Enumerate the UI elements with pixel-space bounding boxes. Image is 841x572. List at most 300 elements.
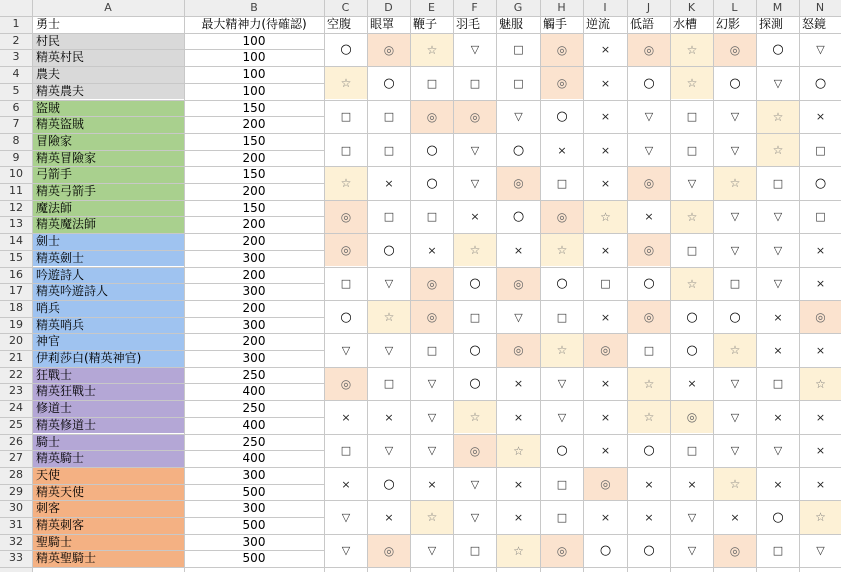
rating-cell-double[interactable]: ◎ — [325, 234, 367, 266]
unit-max-value[interactable]: 400 — [242, 451, 266, 466]
rating-cell-circle[interactable]: ○ — [814, 75, 827, 91]
column-letter[interactable]: N — [815, 1, 825, 14]
rating-cell-cross[interactable]: × — [513, 410, 524, 424]
unit-name[interactable]: 冒險家 — [36, 133, 73, 148]
rating-cell-double[interactable]: ◎ — [714, 535, 756, 567]
unit-name[interactable]: 精英修道士 — [36, 417, 97, 432]
unit-max-value[interactable]: 250 — [242, 434, 266, 449]
mechanic-header[interactable]: 怒鏡 — [802, 17, 827, 31]
column-letter[interactable]: E — [428, 1, 435, 14]
row-number[interactable]: 13 — [9, 217, 23, 231]
rating-cell-star[interactable]: ☆ — [628, 401, 670, 433]
unit-name[interactable]: 精英哨兵 — [36, 317, 85, 332]
rating-cell-tri[interactable]: ▽ — [384, 277, 394, 291]
rating-cell-star[interactable]: ☆ — [497, 535, 540, 567]
row-number[interactable]: 9 — [12, 150, 20, 164]
row-number[interactable]: 33 — [9, 551, 23, 565]
rating-cell-cross[interactable]: × — [644, 210, 654, 224]
rating-cell-star[interactable]: ☆ — [671, 67, 713, 99]
row-number[interactable]: 29 — [9, 484, 23, 498]
row-number[interactable]: 10 — [9, 167, 23, 181]
row-number[interactable]: 8 — [12, 133, 20, 147]
rating-cell-double[interactable]: ◎ — [497, 268, 540, 300]
rating-cell-square[interactable]: □ — [426, 210, 438, 224]
unit-max-value[interactable]: 400 — [242, 417, 266, 432]
unit-max-value[interactable]: 100 — [242, 67, 266, 82]
rating-cell-tri[interactable]: ▽ — [773, 210, 783, 224]
rating-cell-star[interactable]: ☆ — [454, 234, 496, 266]
rating-cell-tri[interactable]: ▽ — [341, 544, 351, 558]
unit-name[interactable]: 精英吟遊詩人 — [36, 284, 109, 299]
rating-cell-circle[interactable]: ○ — [772, 42, 784, 58]
rating-cell-square[interactable]: □ — [340, 143, 352, 157]
rating-cell-tri[interactable]: ▽ — [730, 243, 740, 257]
rating-cell-tri[interactable]: ▽ — [384, 343, 394, 357]
rating-cell-cross[interactable]: × — [815, 410, 826, 424]
rating-cell-square[interactable]: □ — [513, 76, 524, 90]
unit-max-value[interactable]: 300 — [242, 351, 266, 365]
row-number[interactable]: 22 — [9, 367, 23, 381]
rating-cell-square[interactable]: □ — [815, 143, 826, 157]
rating-cell-cross[interactable]: × — [513, 477, 524, 491]
unit-max-value[interactable]: 200 — [242, 117, 266, 132]
rating-cell-square[interactable]: □ — [469, 76, 481, 90]
rating-cell-cross[interactable]: × — [557, 143, 567, 157]
rating-cell-tri[interactable]: ▽ — [687, 544, 697, 558]
row-number[interactable]: 27 — [9, 451, 23, 465]
row-number[interactable]: 11 — [9, 184, 23, 197]
rating-cell-star[interactable]: ☆ — [671, 268, 713, 300]
rating-cell-cross[interactable]: × — [815, 110, 826, 124]
row-number[interactable]: 5 — [12, 83, 20, 97]
rating-cell-cross[interactable]: × — [600, 377, 611, 391]
unit-name[interactable]: 精英聖騎士 — [36, 551, 97, 566]
unit-name[interactable]: 農夫 — [36, 67, 61, 82]
rating-cell-cross[interactable]: × — [687, 377, 697, 391]
rating-cell-cross[interactable]: × — [687, 477, 697, 491]
row-number[interactable]: 26 — [9, 434, 23, 448]
unit-name[interactable]: 村民 — [36, 33, 61, 48]
unit-max-value[interactable]: 300 — [242, 467, 266, 482]
rating-cell-star[interactable]: ☆ — [325, 67, 367, 99]
unit-max-value[interactable]: 150 — [242, 133, 266, 148]
row-number[interactable]: 12 — [9, 200, 23, 214]
rating-cell-tri[interactable]: ▽ — [644, 143, 654, 157]
rating-cell-tri[interactable]: ▽ — [427, 544, 437, 558]
rating-cell-cross[interactable]: × — [341, 477, 351, 491]
rating-cell-star[interactable]: ☆ — [714, 468, 756, 500]
rating-cell-tri[interactable]: ▽ — [427, 444, 437, 458]
unit-name[interactable]: 精英弓箭手 — [36, 184, 97, 198]
rating-cell-cross[interactable]: × — [773, 477, 783, 491]
unit-name[interactable]: 精英農夫 — [36, 83, 85, 98]
rating-cell-cross[interactable]: × — [815, 343, 826, 357]
rating-cell-square[interactable]: □ — [815, 210, 826, 224]
rating-cell-double[interactable]: ◎ — [584, 334, 627, 366]
unit-max-value[interactable]: 500 — [242, 551, 266, 566]
rating-cell-tri[interactable]: ▽ — [773, 277, 783, 291]
rating-cell-square[interactable]: □ — [340, 444, 352, 458]
rating-cell-cross[interactable]: × — [513, 243, 524, 257]
unit-max-value[interactable]: 200 — [242, 267, 266, 282]
unit-max-value[interactable]: 150 — [242, 200, 266, 215]
rating-cell-cross[interactable]: × — [600, 143, 611, 157]
unit-max-value[interactable]: 200 — [242, 300, 266, 315]
rating-cell-cross[interactable]: × — [773, 343, 783, 357]
unit-max-value[interactable]: 500 — [242, 518, 266, 532]
rating-cell-double[interactable]: ◎ — [411, 268, 453, 300]
mechanic-header[interactable]: 魅服 — [499, 17, 524, 31]
rating-cell-tri[interactable]: ▽ — [730, 444, 740, 458]
mechanic-header[interactable]: 水槽 — [673, 17, 698, 31]
row-number[interactable]: 17 — [9, 284, 23, 298]
rating-cell-star[interactable]: ☆ — [800, 368, 841, 400]
mechanic-header[interactable]: 空腹 — [327, 17, 352, 31]
rating-cell-circle[interactable]: ○ — [643, 276, 655, 292]
mechanic-header[interactable]: 低語 — [630, 17, 655, 31]
row-number[interactable]: 21 — [9, 351, 23, 364]
column-letter[interactable]: J — [646, 1, 651, 14]
row-number[interactable]: 24 — [9, 401, 23, 415]
rating-cell-cross[interactable]: × — [384, 510, 394, 524]
rating-cell-double[interactable]: ◎ — [497, 167, 540, 199]
column-letter[interactable]: B — [250, 1, 258, 14]
unit-name[interactable]: 精英狂戰士 — [36, 384, 97, 399]
rating-cell-square[interactable]: □ — [643, 343, 655, 357]
unit-max-value[interactable]: 200 — [242, 150, 266, 165]
rating-cell-tri[interactable]: ▽ — [730, 210, 740, 224]
rating-cell-tri[interactable]: ▽ — [557, 410, 567, 424]
rating-cell-square[interactable]: □ — [600, 277, 611, 291]
rating-cell-circle[interactable]: ○ — [729, 75, 741, 91]
rating-cell-cross[interactable]: × — [600, 43, 611, 57]
rating-cell-cross[interactable]: × — [815, 277, 826, 291]
rating-cell-tri[interactable]: ▽ — [557, 377, 567, 391]
unit-max-value[interactable]: 500 — [242, 484, 266, 499]
unit-max-value[interactable]: 300 — [242, 284, 266, 299]
rating-cell-double[interactable]: ◎ — [628, 234, 670, 266]
rating-cell-double[interactable]: ◎ — [325, 201, 367, 233]
unit-name[interactable]: 盜賊 — [36, 100, 61, 115]
rating-cell-tri[interactable]: ▽ — [816, 43, 825, 57]
unit-name[interactable]: 精英刺客 — [36, 518, 85, 532]
rating-cell-circle[interactable]: ○ — [426, 175, 438, 191]
rating-cell-cross[interactable]: × — [341, 410, 351, 424]
unit-name[interactable]: 哨兵 — [36, 300, 61, 315]
row-number[interactable]: 1 — [12, 17, 20, 30]
column-letter[interactable]: A — [104, 1, 112, 14]
rating-cell-square[interactable]: □ — [556, 510, 568, 524]
rating-cell-star[interactable]: ☆ — [757, 134, 799, 166]
rating-cell-double[interactable]: ◎ — [628, 167, 670, 199]
rating-cell-cross[interactable]: × — [815, 243, 826, 257]
rating-cell-square[interactable]: □ — [556, 176, 568, 190]
mechanic-header[interactable]: 探測 — [759, 17, 784, 31]
column-letter[interactable]: K — [687, 1, 696, 14]
rating-cell-tri[interactable]: ▽ — [730, 143, 740, 157]
rating-cell-cross[interactable]: × — [600, 110, 611, 124]
rating-cell-tri[interactable]: ▽ — [341, 343, 351, 357]
rating-cell-circle[interactable]: ○ — [383, 242, 395, 258]
rating-cell-cross[interactable]: × — [600, 310, 611, 324]
mechanic-header[interactable]: 鞭子 — [413, 17, 438, 31]
row-number[interactable]: 20 — [9, 334, 23, 348]
column-letter[interactable]: C — [341, 1, 350, 14]
rating-cell-tri[interactable]: ▽ — [816, 544, 825, 558]
rating-cell-circle[interactable]: ○ — [512, 142, 525, 158]
unit-name[interactable]: 刺客 — [36, 501, 61, 516]
unit-max-value[interactable]: 150 — [242, 167, 266, 182]
rating-cell-square[interactable]: □ — [383, 143, 395, 157]
rating-cell-cross[interactable]: × — [513, 510, 524, 524]
column-letter[interactable]: L — [731, 1, 738, 14]
rating-cell-cross[interactable]: × — [470, 210, 480, 224]
rating-cell-circle[interactable]: ○ — [340, 42, 352, 58]
rating-cell-star[interactable]: ☆ — [671, 34, 713, 66]
rating-cell-star[interactable]: ☆ — [671, 201, 713, 233]
unit-name[interactable]: 修道士 — [36, 401, 73, 416]
unit-max-value[interactable]: 200 — [242, 234, 266, 249]
unit-name[interactable]: 精英劍士 — [36, 250, 85, 265]
rating-cell-cross[interactable]: × — [384, 176, 394, 190]
rating-cell-double[interactable]: ◎ — [541, 535, 583, 567]
row-number[interactable]: 7 — [12, 117, 20, 131]
rating-cell-circle[interactable]: ○ — [599, 543, 612, 559]
row-number[interactable]: 32 — [9, 534, 23, 548]
rating-cell-square[interactable]: □ — [383, 377, 395, 391]
unit-max-value[interactable]: 300 — [242, 534, 266, 549]
rating-cell-cross[interactable]: × — [427, 243, 437, 257]
rating-cell-circle[interactable]: ○ — [643, 443, 655, 459]
rating-cell-cross[interactable]: × — [600, 444, 611, 458]
rating-cell-circle[interactable]: ○ — [686, 342, 698, 358]
unit-name[interactable]: 魔法師 — [36, 200, 73, 215]
rating-cell-square[interactable]: □ — [686, 444, 698, 458]
rating-cell-cross[interactable]: × — [427, 477, 437, 491]
rating-cell-tri[interactable]: ▽ — [470, 510, 480, 524]
rating-cell-tri[interactable]: ▽ — [470, 176, 480, 190]
rating-cell-star[interactable]: ☆ — [325, 167, 367, 199]
rating-cell-tri[interactable]: ▽ — [644, 110, 654, 124]
rating-cell-tri[interactable]: ▽ — [470, 43, 480, 57]
unit-max-value[interactable]: 300 — [242, 501, 266, 516]
rating-cell-square[interactable]: □ — [383, 210, 395, 224]
rating-cell-circle[interactable]: ○ — [469, 276, 481, 292]
unit-name[interactable]: 精英天使 — [36, 484, 85, 499]
unit-name[interactable]: 精英魔法師 — [36, 217, 97, 232]
rating-cell-double[interactable]: ◎ — [411, 301, 453, 333]
rating-cell-double[interactable]: ◎ — [454, 101, 496, 133]
unit-max-value[interactable]: 400 — [242, 384, 266, 399]
rating-cell-tri[interactable]: ▽ — [730, 110, 740, 124]
row-number[interactable]: 16 — [9, 267, 23, 281]
row-number[interactable]: 23 — [9, 384, 23, 398]
rating-cell-star[interactable]: ☆ — [800, 501, 841, 533]
rating-cell-tri[interactable]: ▽ — [341, 510, 351, 524]
rating-cell-circle[interactable]: ○ — [556, 276, 568, 292]
column-letter[interactable]: M — [772, 1, 783, 14]
rating-cell-circle[interactable]: ○ — [729, 309, 741, 325]
rating-cell-square[interactable]: □ — [772, 544, 784, 558]
rating-cell-star[interactable]: ☆ — [714, 167, 756, 199]
rating-cell-double[interactable]: ◎ — [541, 67, 583, 99]
rating-cell-double[interactable]: ◎ — [541, 34, 583, 66]
rating-cell-cross[interactable]: × — [600, 410, 611, 424]
rating-cell-double[interactable]: ◎ — [454, 435, 496, 467]
unit-max-value[interactable]: 300 — [242, 317, 266, 332]
row-number[interactable]: 18 — [9, 300, 23, 314]
rating-cell-star[interactable]: ☆ — [497, 435, 540, 467]
unit-max-value[interactable]: 200 — [242, 217, 266, 232]
rating-cell-circle[interactable]: ○ — [469, 376, 481, 392]
unit-name[interactable]: 天使 — [36, 467, 61, 482]
row-number[interactable]: 28 — [9, 467, 23, 481]
rating-cell-square[interactable]: □ — [772, 377, 784, 391]
row-number[interactable]: 25 — [9, 417, 23, 431]
rating-cell-double[interactable]: ◎ — [800, 301, 841, 333]
rating-cell-square[interactable]: □ — [469, 544, 481, 558]
rating-cell-cross[interactable]: × — [600, 243, 611, 257]
rating-cell-square[interactable]: □ — [469, 310, 481, 324]
rating-cell-tri[interactable]: ▽ — [687, 510, 697, 524]
unit-max-value[interactable]: 250 — [242, 401, 266, 416]
rating-cell-cross[interactable]: × — [815, 444, 826, 458]
column-letter[interactable]: G — [513, 1, 523, 14]
rating-cell-square[interactable]: □ — [426, 343, 438, 357]
unit-name[interactable]: 精英盜賊 — [36, 117, 85, 132]
column-letter[interactable]: D — [384, 1, 393, 14]
unit-name[interactable]: 吟遊詩人 — [36, 267, 85, 282]
rating-cell-tri[interactable]: ▽ — [470, 143, 480, 157]
rating-cell-tri[interactable]: ▽ — [773, 243, 783, 257]
rating-cell-square[interactable]: □ — [426, 76, 438, 90]
mechanic-header[interactable]: 眼罩 — [370, 17, 395, 31]
rating-cell-circle[interactable]: ○ — [814, 175, 827, 191]
rating-cell-tri[interactable]: ▽ — [730, 377, 740, 391]
rating-cell-square[interactable]: □ — [556, 310, 568, 324]
rating-cell-cross[interactable]: × — [600, 176, 611, 190]
rating-cell-circle[interactable]: ○ — [556, 109, 568, 125]
rating-cell-cross[interactable]: × — [513, 377, 524, 391]
rating-cell-tri[interactable]: ▽ — [384, 444, 394, 458]
name-column-header[interactable]: 勇士 — [36, 17, 61, 31]
rating-cell-star[interactable]: ☆ — [368, 301, 410, 333]
rating-cell-star[interactable]: ☆ — [714, 334, 756, 366]
rating-cell-square[interactable]: □ — [383, 110, 395, 124]
unit-max-value[interactable]: 300 — [242, 250, 266, 265]
rating-cell-double[interactable]: ◎ — [368, 34, 410, 66]
rating-cell-cross[interactable]: × — [730, 510, 740, 524]
rating-cell-double[interactable]: ◎ — [541, 201, 583, 233]
rating-cell-square[interactable]: □ — [340, 277, 352, 291]
rating-cell-tri[interactable]: ▽ — [687, 176, 697, 190]
column-letter[interactable]: H — [557, 1, 566, 14]
rating-cell-square[interactable]: □ — [686, 243, 698, 257]
rating-cell-square[interactable]: □ — [556, 477, 568, 491]
rating-cell-double[interactable]: ◎ — [368, 535, 410, 567]
rating-cell-star[interactable]: ☆ — [411, 501, 453, 533]
rating-cell-cross[interactable]: × — [773, 410, 783, 424]
rating-cell-square[interactable]: □ — [686, 143, 698, 157]
rating-cell-double[interactable]: ◎ — [628, 34, 670, 66]
unit-name[interactable]: 聖騎士 — [36, 534, 73, 549]
column-letter[interactable]: I — [603, 1, 607, 14]
unit-max-value[interactable]: 100 — [242, 33, 266, 48]
row-number[interactable]: 4 — [12, 67, 20, 81]
rating-cell-square[interactable]: □ — [686, 110, 698, 124]
unit-max-value[interactable]: 200 — [242, 184, 266, 198]
rating-cell-star[interactable]: ☆ — [541, 334, 583, 366]
rating-cell-circle[interactable]: ○ — [383, 75, 395, 91]
rating-cell-circle[interactable]: ○ — [469, 342, 481, 358]
rating-cell-star[interactable]: ☆ — [757, 101, 799, 133]
rating-cell-tri[interactable]: ▽ — [514, 110, 523, 124]
rating-cell-double[interactable]: ◎ — [714, 34, 756, 66]
rating-cell-star[interactable]: ☆ — [584, 201, 627, 233]
unit-name[interactable]: 精英騎士 — [36, 451, 85, 466]
rating-cell-star[interactable]: ☆ — [411, 34, 453, 66]
row-number[interactable]: 19 — [9, 317, 23, 331]
rating-cell-cross[interactable]: × — [600, 76, 611, 90]
rating-cell-tri[interactable]: ▽ — [773, 76, 783, 90]
rating-cell-tri[interactable]: ▽ — [427, 377, 437, 391]
rating-cell-tri[interactable]: ▽ — [427, 410, 437, 424]
row-number[interactable]: 2 — [12, 33, 20, 47]
mechanic-header[interactable]: 羽毛 — [456, 17, 481, 31]
rating-cell-double[interactable]: ◎ — [325, 368, 367, 400]
rating-cell-double[interactable]: ◎ — [497, 334, 540, 366]
rating-cell-circle[interactable]: ○ — [426, 142, 438, 158]
rating-cell-cross[interactable]: × — [773, 310, 783, 324]
mechanic-header[interactable]: 幻影 — [716, 17, 741, 31]
unit-name[interactable]: 劍士 — [36, 234, 61, 249]
rating-cell-cross[interactable]: × — [600, 510, 611, 524]
unit-name[interactable]: 騎士 — [36, 434, 61, 449]
unit-name[interactable]: 伊莉莎白(精英神官) — [36, 351, 142, 365]
unit-max-value[interactable]: 100 — [242, 50, 266, 65]
rating-cell-double[interactable]: ◎ — [671, 401, 713, 433]
unit-max-value[interactable]: 100 — [242, 83, 266, 98]
rating-cell-square[interactable]: □ — [729, 277, 741, 291]
unit-name[interactable]: 精英冒險家 — [36, 150, 97, 165]
unit-name[interactable]: 弓箭手 — [36, 167, 73, 182]
rating-cell-circle[interactable]: ○ — [643, 543, 655, 559]
rating-cell-star[interactable]: ☆ — [454, 401, 496, 433]
rating-cell-circle[interactable]: ○ — [686, 309, 698, 325]
rating-cell-cross[interactable]: × — [384, 410, 394, 424]
unit-max-value[interactable]: 250 — [242, 367, 266, 382]
rating-cell-double[interactable]: ◎ — [584, 468, 627, 500]
rating-cell-circle[interactable]: ○ — [383, 476, 395, 492]
rating-cell-square[interactable]: □ — [340, 110, 352, 124]
unit-name[interactable]: 神官 — [36, 334, 61, 349]
rating-cell-square[interactable]: □ — [513, 43, 524, 57]
rating-cell-circle[interactable]: ○ — [340, 309, 352, 325]
row-number[interactable]: 3 — [12, 50, 20, 64]
rating-cell-circle[interactable]: ○ — [556, 443, 568, 459]
rating-cell-cross[interactable]: × — [644, 510, 654, 524]
rating-cell-double[interactable]: ◎ — [628, 301, 670, 333]
rating-cell-tri[interactable]: ▽ — [514, 310, 523, 324]
row-number[interactable]: 15 — [9, 250, 23, 264]
row-number[interactable]: 6 — [12, 100, 20, 114]
row-number[interactable]: 14 — [9, 234, 23, 248]
unit-name[interactable]: 精英村民 — [36, 50, 85, 65]
rating-cell-star[interactable]: ☆ — [541, 234, 583, 266]
rating-cell-tri[interactable]: ▽ — [470, 477, 480, 491]
rating-cell-square[interactable]: □ — [772, 176, 784, 190]
row-number[interactable]: 31 — [9, 518, 23, 531]
